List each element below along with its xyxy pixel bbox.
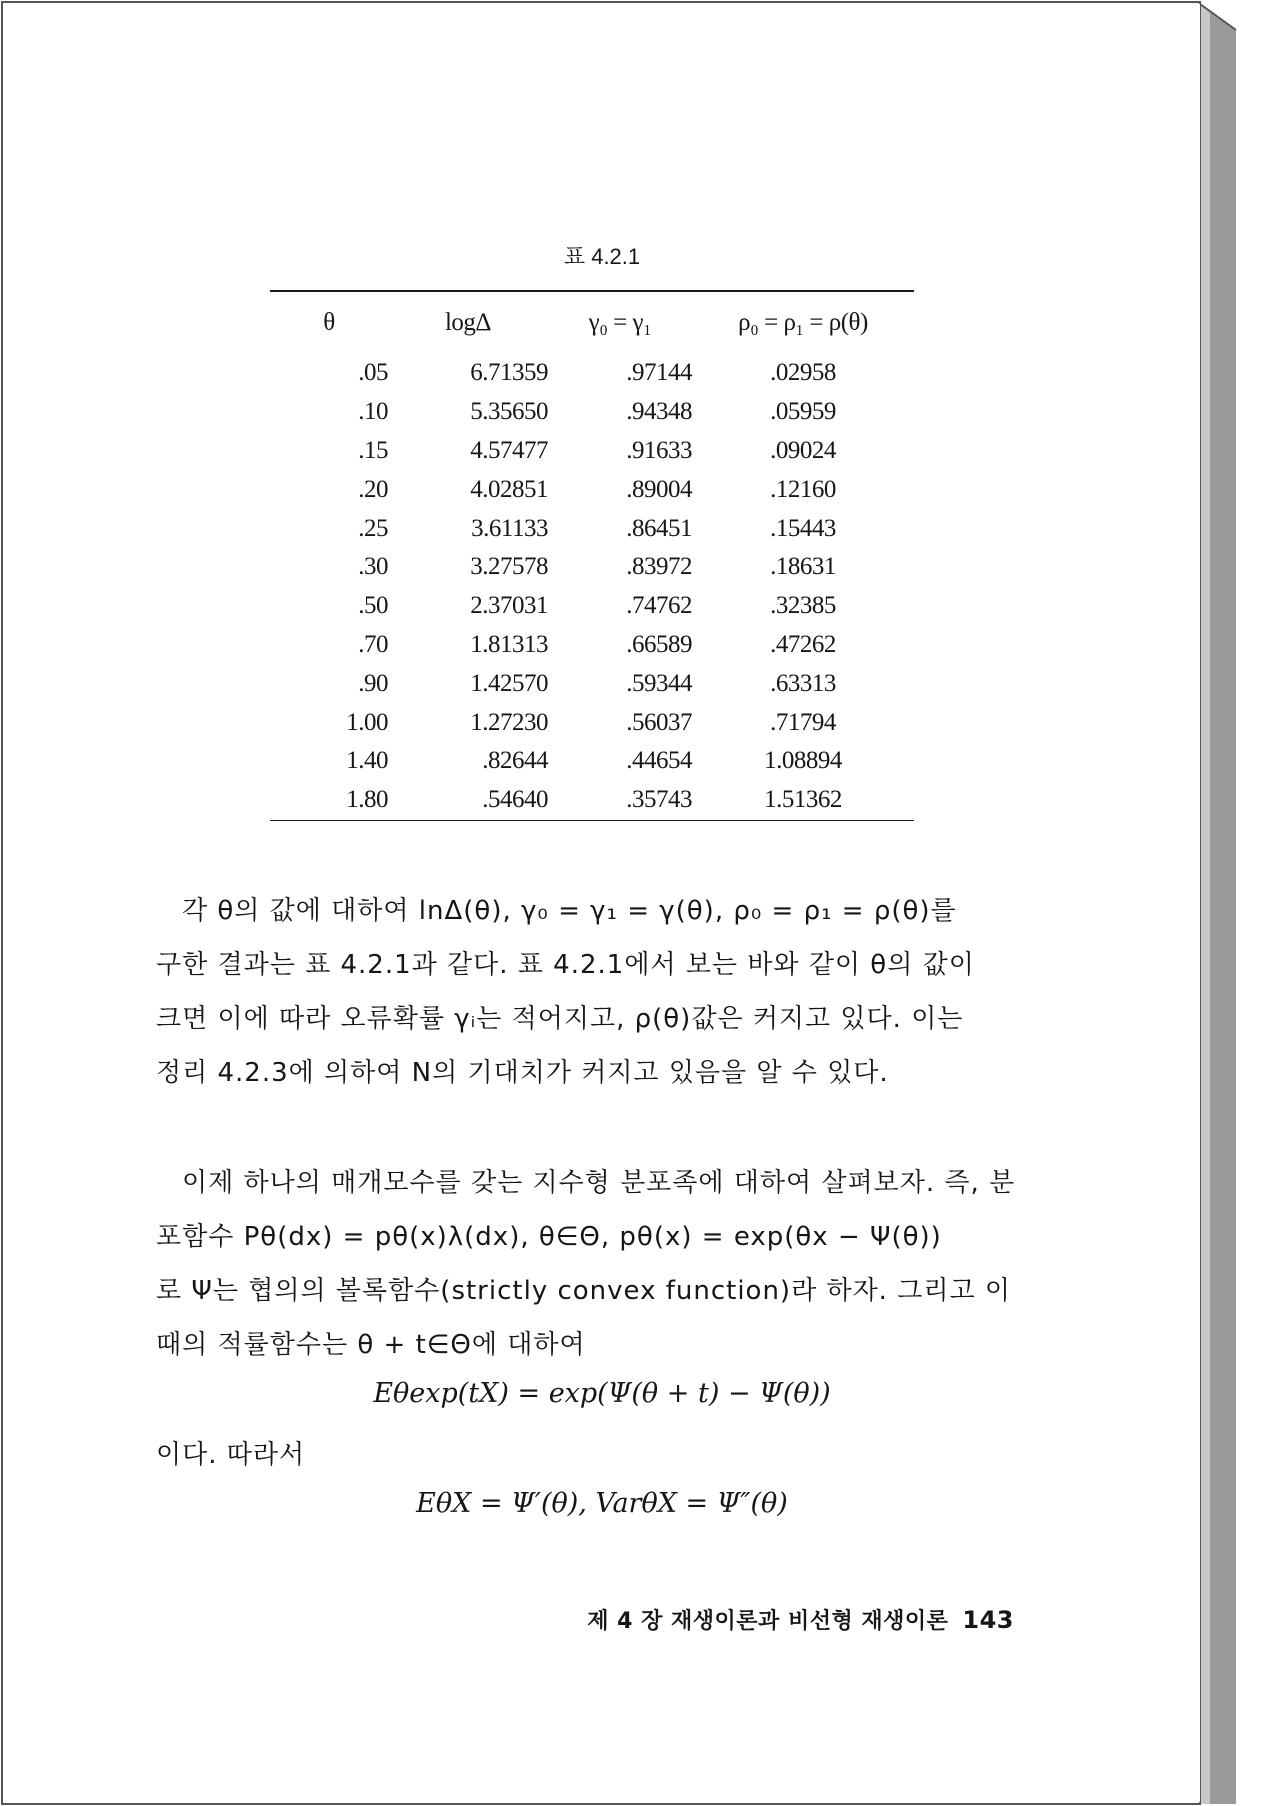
cell-rho: .02958: [770, 359, 836, 387]
cell-theta: .30: [358, 553, 388, 581]
page-number: 143: [962, 1606, 1014, 1634]
cell-theta: .25: [358, 514, 388, 542]
cell-theta: 1.00: [346, 708, 388, 736]
cell-rho: .63313: [770, 669, 836, 697]
cell-gamma: .91633: [626, 436, 692, 464]
cell-rho: .47262: [770, 630, 836, 658]
paragraph-2-line: 로 Ψ는 협의의 볼록함수(strictly convex function)라 하자. 그리고 이: [156, 1276, 1011, 1306]
table-row: [270, 703, 914, 742]
cell-rho: 1.08894: [764, 747, 842, 775]
table-row: [270, 548, 914, 587]
cell-rho: .18631: [770, 553, 836, 581]
table-row: [270, 626, 914, 665]
cell-rho: .05959: [770, 398, 836, 426]
cell-theta: .50: [358, 592, 388, 620]
paragraph-1: [156, 884, 1046, 1100]
header-theta: θ: [323, 309, 335, 336]
paragraph-1-line: 구한 결과는 표 4.2.1과 같다. 표 4.2.1에서 보는 바와 같이 θ의 값이: [156, 950, 975, 980]
cell-theta: .10: [358, 398, 388, 426]
table-row: [270, 587, 914, 626]
header-rho: ρ₀ = ρ₁ = ρ(θ): [738, 309, 868, 336]
cell-log-delta: .54640: [482, 786, 548, 814]
cell-rho: .32385: [770, 592, 836, 620]
cell-gamma: .44654: [626, 747, 692, 775]
cell-theta: 1.80: [346, 786, 388, 814]
table-header-row: [270, 292, 914, 354]
text-therefore: 이다. 따라서: [156, 1440, 306, 1470]
paragraph-1-line: 정리 4.2.3에 의하여 N의 기대치가 커지고 있음을 알 수 있다.: [156, 1058, 889, 1088]
cell-log-delta: 1.27230: [470, 708, 548, 736]
cell-log-delta: 4.57477: [470, 436, 548, 464]
cell-log-delta: 1.81313: [470, 630, 548, 658]
cell-rho: .15443: [770, 514, 836, 542]
cell-rho: 1.51362: [764, 786, 842, 814]
cell-theta: .90: [358, 669, 388, 697]
chapter-title: 제 4 장 재생이론과 비선형 재생이론: [587, 1609, 949, 1634]
table-caption: 표 4.2.1: [563, 244, 641, 269]
table-row: [270, 742, 914, 781]
cell-gamma: .97144: [626, 359, 692, 387]
cell-rho: .12160: [770, 475, 836, 503]
paragraph-2-line: 때의 적률함수는 θ + t∈Θ에 대하여: [156, 1330, 586, 1360]
book-page: [4, 4, 1200, 1802]
cell-gamma: .59344: [626, 669, 692, 697]
header-gamma: γ₀ = γ₁: [588, 309, 652, 336]
table-bottom-rule: [270, 820, 914, 821]
cell-log-delta: 1.42570: [470, 669, 548, 697]
equation-moment-generating: Eθexp(tX) = exp(Ψ(θ + t) − Ψ(θ)): [373, 1378, 831, 1409]
cell-gamma: .74762: [626, 592, 692, 620]
table-row: [270, 432, 914, 471]
cell-rho: .71794: [770, 708, 836, 736]
cell-theta: 1.40: [346, 747, 388, 775]
cell-theta: .05: [358, 359, 388, 387]
data-table-block: [270, 290, 914, 821]
cell-log-delta: 3.61133: [471, 514, 548, 542]
paragraph-2-line: 포함수 Pθ(dx) = pθ(x)λ(dx), θ∈Θ, pθ(x) = exp(θx − Ψ(θ)): [156, 1222, 942, 1252]
cell-gamma: .35743: [626, 786, 692, 814]
cell-theta: .15: [358, 436, 388, 464]
cell-theta: .20: [358, 475, 388, 503]
cell-gamma: .86451: [626, 514, 692, 542]
cell-gamma: .83972: [626, 553, 692, 581]
table-row: [270, 664, 914, 703]
table-row: [270, 781, 914, 820]
cell-log-delta: 3.27578: [470, 553, 548, 581]
cell-log-delta: 2.37031: [470, 592, 548, 620]
paragraph-1-line: 크면 이에 따라 오류확률 γᵢ는 적어지고, ρ(θ)값은 커지고 있다. 이는: [156, 1004, 964, 1034]
table-row: [270, 470, 914, 509]
cell-log-delta: 4.02851: [470, 475, 548, 503]
table-row: [270, 393, 914, 432]
cell-theta: .70: [358, 630, 388, 658]
table-row: [270, 354, 914, 393]
cell-gamma: .94348: [626, 398, 692, 426]
data-table: [270, 292, 914, 820]
paragraph-1-line: 각 θ의 값에 대하여 lnΔ(θ), γ₀ = γ₁ = γ(θ), ρ₀ = ρ₁ = ρ(θ)를: [182, 896, 957, 926]
cell-gamma: .66589: [626, 630, 692, 658]
equation-mean-variance: EθX = Ψ′(θ), VarθX = Ψ″(θ): [416, 1488, 788, 1519]
page-footer: [587, 1604, 1014, 1635]
paragraph-2-line: 이제 하나의 매개모수를 갖는 지수형 분포족에 대하여 살펴보자. 즉, 분: [182, 1168, 1016, 1198]
cell-log-delta: 5.35650: [470, 398, 548, 426]
cell-rho: .09024: [770, 436, 836, 464]
cell-gamma: .56037: [626, 708, 692, 736]
cell-log-delta: 6.71359: [470, 359, 548, 387]
header-log-delta: logΔ: [444, 309, 492, 336]
paragraph-2: [156, 1156, 1046, 1372]
cell-log-delta: .82644: [482, 747, 548, 775]
table-body: [270, 354, 914, 820]
table-row: [270, 509, 914, 548]
cell-gamma: .89004: [626, 475, 692, 503]
